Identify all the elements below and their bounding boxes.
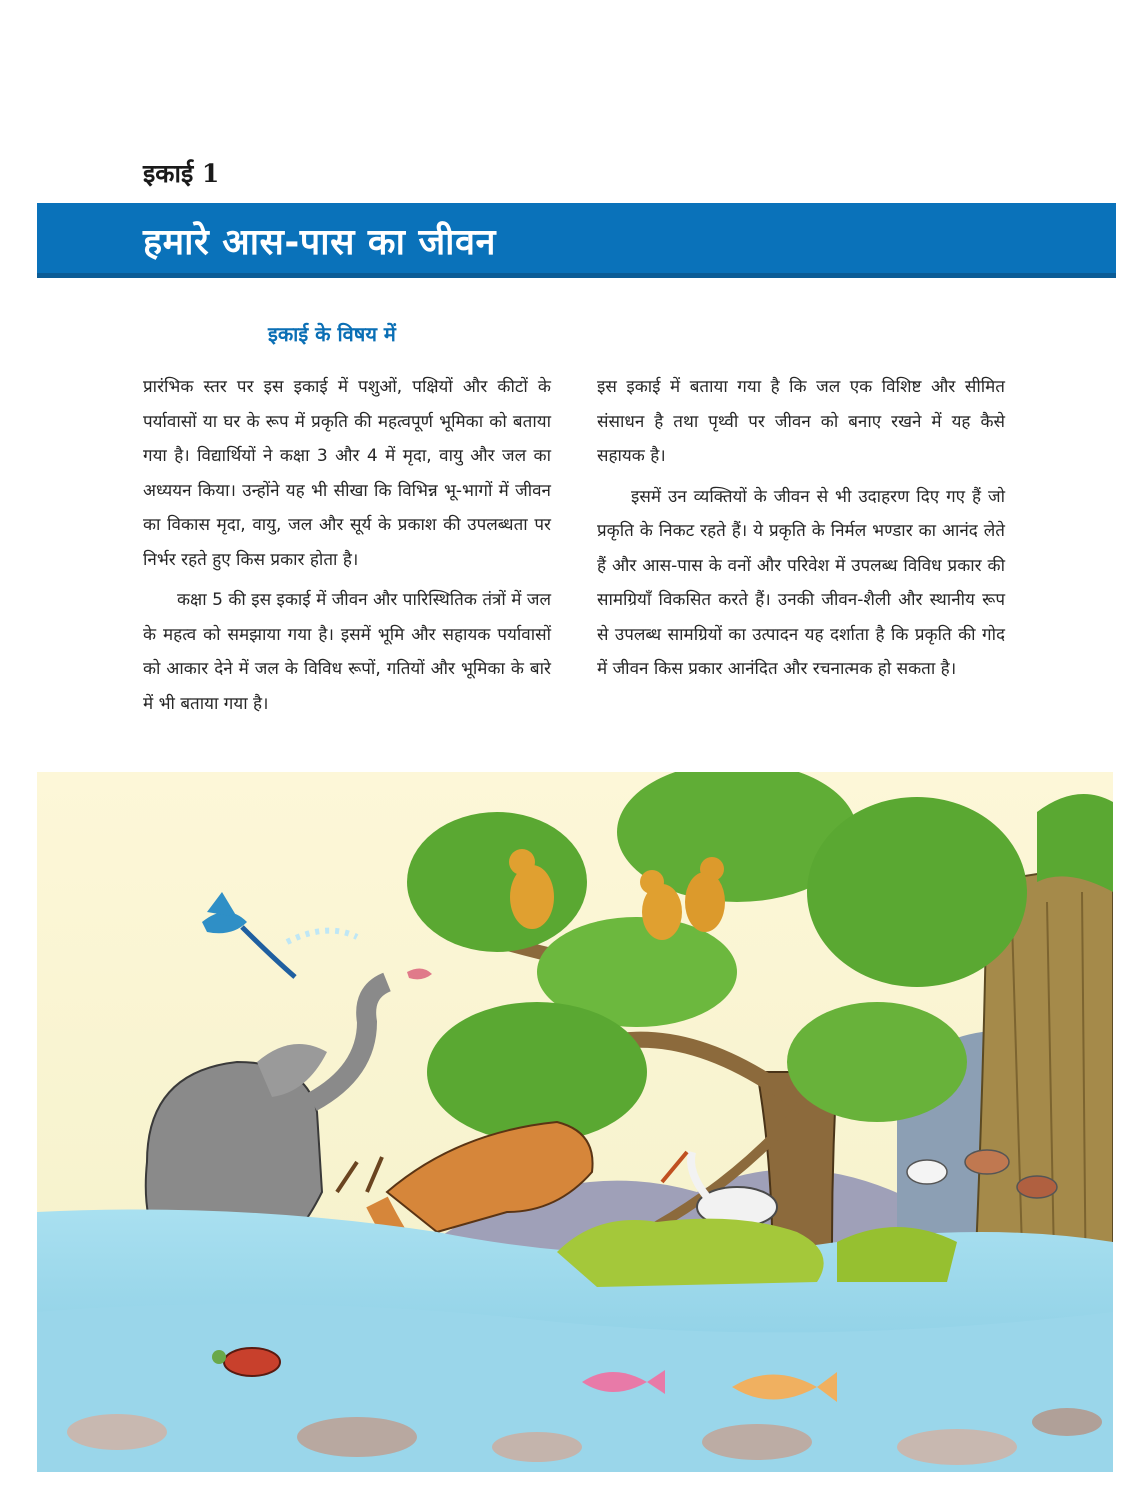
left-paragraph-1: प्रारंभिक स्तर पर इस इकाई में पशुओं, पक्षियों और कीटों के पर्यावासों या घर के रूप में प्रकृति की महत्वपूर्ण भूमिका को बताया गया है। विद्यार्थियों ने कक्षा 3 और 4 में मृदा, वायु और जल का अध्ययन किया। उन्होंने यह भी सीखा कि विभिन्न भू-भागों में जीवन का विकास मृदा, वायु, जल और सूर्य के प्रकाश की उपलब्धता पर निर्भर रहते हुए किस प्रकार होता है। xyxy=(143,377,551,570)
right-column xyxy=(597,370,1005,693)
title-band xyxy=(37,203,1116,278)
left-paragraph-2: कक्षा 5 की इस इकाई में जीवन और पारिस्थितिक तंत्रों में जल के महत्व को समझाया गया है। इसमें भूमि और सहायक पर्यावासों को आकार देने में जल के विविध रूपों, गतियों और भूमिका के बारे में भी बताया गया है। xyxy=(143,590,551,714)
page-title: हमारे आस-पास का जीवन xyxy=(143,222,496,263)
grass-bank xyxy=(557,1219,957,1287)
right-paragraph-1: इस इकाई में बताया गया है कि जल एक विशिष्ट और सीमित संसाधन है तथा पृथ्वी पर जीवन को बनाए रखने में यह कैसे सहायक है। xyxy=(597,377,1005,466)
unit-label: इकाई 1 xyxy=(143,159,220,188)
left-column xyxy=(143,370,551,727)
right-paragraph-2: इसमें उन व्यक्तियों के जीवन से भी उदाहरण दिए गए हैं जो प्रकृति के निकट रहते हैं। ये प्रकृति के निर्मल भण्डार का आनंद लेते हैं और आस-पास के वनों और परिवेश में उपलब्ध विविध प्रकार की सामग्रियाँ विकसित करते हैं। उनकी जीवन-शैली और स्थानीय रूप से उपलब्ध सामग्रियों का उत्पादन यह दर्शाता है कि प्रकृति की गोद में जीवन किस प्रकार आनंदित और रचनात्मक हो सकता है। xyxy=(597,486,1005,679)
nature-illustration xyxy=(37,772,1113,1472)
about-unit-heading: इकाई के विषय में xyxy=(268,322,396,346)
